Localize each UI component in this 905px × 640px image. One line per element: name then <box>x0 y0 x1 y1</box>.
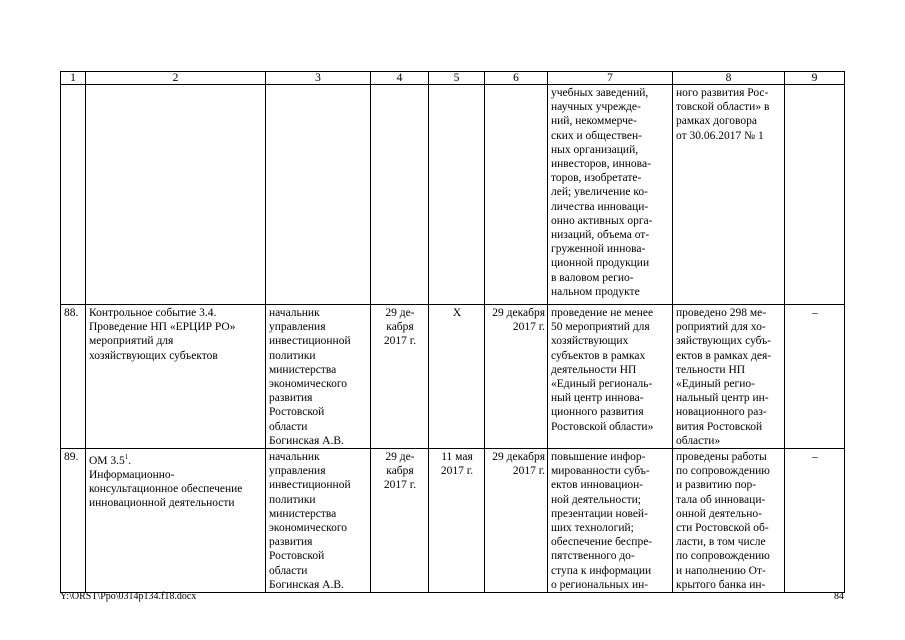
text-line: нальном продукте <box>551 285 640 298</box>
text-line: онно активных орга- <box>551 214 653 227</box>
cont-actual-cell <box>673 85 785 305</box>
text-line: экономического <box>269 378 348 391</box>
text-line: обеспечение беспре- <box>551 536 653 549</box>
text-line: хозяйствующих <box>551 335 629 348</box>
header-cell: 1 <box>61 72 86 85</box>
empty-cell <box>266 85 371 305</box>
text-line: вития Ростовской <box>676 420 763 433</box>
text-line: лей; увеличение ко- <box>551 186 648 199</box>
text-line: тельности НП <box>676 363 746 376</box>
text-line: инвестиционной <box>269 335 351 348</box>
text-line: субъектов в рамках <box>551 349 646 362</box>
header-row <box>61 72 845 85</box>
text-line: 2017 г. <box>512 321 545 334</box>
text-line: Х <box>452 307 462 319</box>
table-row-89 <box>61 449 845 593</box>
text-line: министерства <box>269 507 337 520</box>
text-line: и наполнению От- <box>676 564 766 577</box>
text-line: мероприятий для <box>89 335 174 348</box>
text-line: проведено 298 ме- <box>676 307 767 319</box>
text-line: Проведение НП «ЕРЦИР РО» <box>89 321 236 334</box>
planned-date <box>371 449 429 593</box>
text-line: проведены работы <box>676 451 767 464</box>
text-line: «Единый регио- <box>676 378 755 391</box>
text-line: 2017 г. <box>440 465 474 478</box>
text-line: учебных заведений, <box>551 87 649 99</box>
text-line: ных организаций, <box>551 143 639 156</box>
empty-cell <box>371 85 429 305</box>
text-line: начальник <box>269 307 320 319</box>
text-line: и развитию пор- <box>676 479 757 492</box>
text-line: ный центр иннова- <box>551 392 644 405</box>
page-number: 84 <box>834 591 844 602</box>
text-line: роприятий для хо- <box>676 321 766 334</box>
text-line: кабря <box>386 465 414 478</box>
text-line: Контрольное событие 3.4. <box>89 307 217 319</box>
text-line: ного развития Рос- <box>676 87 769 99</box>
text-line: ционного развития <box>551 406 644 419</box>
text-line: рамках договора <box>676 115 758 128</box>
text-line: консультационное обеспечение <box>89 483 243 496</box>
actual-result <box>673 449 785 593</box>
text-line: 29 декабря <box>492 451 545 464</box>
text-line: личества инноваци- <box>551 200 649 213</box>
text-line: ших технологий; <box>551 522 634 535</box>
text-line: о региональных ин- <box>551 578 649 591</box>
text-line: инвестиционной <box>269 479 351 492</box>
text-line: области <box>269 420 308 433</box>
text-line: Богинская А.В. <box>269 434 344 447</box>
text-line: торов, изобретате- <box>551 172 642 185</box>
text-line: 2017 г. <box>383 479 417 492</box>
empty-cell <box>485 85 548 305</box>
text-line: управления <box>269 321 326 334</box>
event-name <box>86 449 266 593</box>
text-line: ектов инновацион- <box>551 479 644 492</box>
actual-end <box>485 305 548 449</box>
text-line: развития <box>269 392 313 405</box>
text-line: Ростовской <box>269 550 325 563</box>
text-line: сти Ростовской об- <box>676 522 769 535</box>
text-line: ласти, в том числе <box>676 536 766 549</box>
text-line: по сопровождению <box>676 465 770 478</box>
report-table <box>60 71 845 593</box>
header-cell: 4 <box>371 72 429 85</box>
text-line: новационного раз- <box>676 406 767 419</box>
text-line: онной деятельно- <box>676 507 762 520</box>
text-line: ских и обществен- <box>551 129 642 142</box>
text-line: пятственного до- <box>551 550 635 563</box>
text-line: деятельности НП <box>551 363 637 376</box>
reason: – <box>785 449 845 593</box>
continuation-row <box>61 85 845 305</box>
empty-cell <box>785 85 845 305</box>
text-line: управления <box>269 465 326 478</box>
text-line: начальник <box>269 451 320 464</box>
text-line: ступа к информации <box>551 564 652 577</box>
responsible <box>266 449 371 593</box>
text-line: 2017 г. <box>383 335 417 348</box>
text-line: повышение инфор- <box>551 451 646 464</box>
row-number: 88. <box>61 305 86 449</box>
text-line: низаций, объема от- <box>551 229 650 242</box>
text-line: 11 мая <box>441 451 473 464</box>
text-line: ционной продукции <box>551 257 650 270</box>
text-line: инновационной деятельности <box>89 497 235 510</box>
text-line: груженной иннова- <box>551 243 646 256</box>
text-line: тала об инноваци- <box>676 493 766 506</box>
cont-expected-cell <box>548 85 673 305</box>
text-line: проведение не менее <box>551 307 654 319</box>
text-line: инвесторов, иннова- <box>551 158 651 171</box>
text-line: кабря <box>386 321 414 334</box>
text-line: мированности субъ- <box>551 465 650 478</box>
header-cell: 8 <box>673 72 785 85</box>
text-line: ний, некоммерче- <box>551 115 637 128</box>
text-line: развития <box>269 536 313 549</box>
expected-result <box>548 305 673 449</box>
text-line: зяйствующих субъ- <box>676 335 772 348</box>
expected-result <box>548 449 673 593</box>
text-line: Информационно- <box>89 469 175 482</box>
header-cell: 2 <box>86 72 266 85</box>
footer-file-path: Y:\ORST\Ppo\0314p134.f18.docx <box>60 591 197 602</box>
text-line: экономического <box>269 522 348 535</box>
text-line: «Единый региональ- <box>551 378 653 391</box>
text-line: хозяйствующих субъектов <box>89 349 218 362</box>
header-cell: 5 <box>429 72 485 85</box>
planned-date <box>371 305 429 449</box>
actual-end <box>485 449 548 593</box>
text-line: министерства <box>269 363 337 376</box>
text-line: 29 де- <box>385 451 415 464</box>
text-line: области <box>269 564 308 577</box>
text-line: политики <box>269 493 316 506</box>
empty-cell <box>86 85 266 305</box>
table-row-88 <box>61 305 845 449</box>
text-line: ектов в рамках дея- <box>676 349 772 362</box>
text-line: области» <box>676 434 721 447</box>
text-line: научных учрежде- <box>551 101 641 114</box>
text-line: в валовом регио- <box>551 271 634 284</box>
text-line: 29 де- <box>385 307 415 319</box>
event-name <box>86 305 266 449</box>
actual-start <box>429 305 485 449</box>
text-line: крытого банка ин- <box>676 578 766 591</box>
text-line: презентации новей- <box>551 507 648 520</box>
text-line: Богинская А.В. <box>269 578 344 591</box>
actual-start <box>429 449 485 593</box>
actual-result <box>673 305 785 449</box>
event-code: ОМ $3.5^1$. <box>89 453 132 467</box>
text-line: товской области» в <box>676 101 770 114</box>
empty-cell <box>429 85 485 305</box>
reason: – <box>785 305 845 449</box>
header-cell: 9 <box>785 72 845 85</box>
text-line: по сопровождению <box>676 550 770 563</box>
text-line: Ростовской области» <box>551 420 654 433</box>
text-line: Ростовской <box>269 406 325 419</box>
text-line: от 30.06.2017 № 1 <box>676 129 764 142</box>
empty-cell <box>61 85 86 305</box>
text-line: нальный центр ин- <box>676 392 769 405</box>
row-number: 89. <box>61 449 86 593</box>
header-cell: 7 <box>548 72 673 85</box>
text-line: 29 декабря <box>492 307 545 319</box>
text-line: 50 мероприятий для <box>551 321 650 334</box>
header-cell: 6 <box>485 72 548 85</box>
text-line: политики <box>269 349 316 362</box>
responsible <box>266 305 371 449</box>
text-line: 2017 г. <box>512 465 545 478</box>
header-cell: 3 <box>266 72 371 85</box>
text-line: ной деятельности; <box>551 493 641 506</box>
